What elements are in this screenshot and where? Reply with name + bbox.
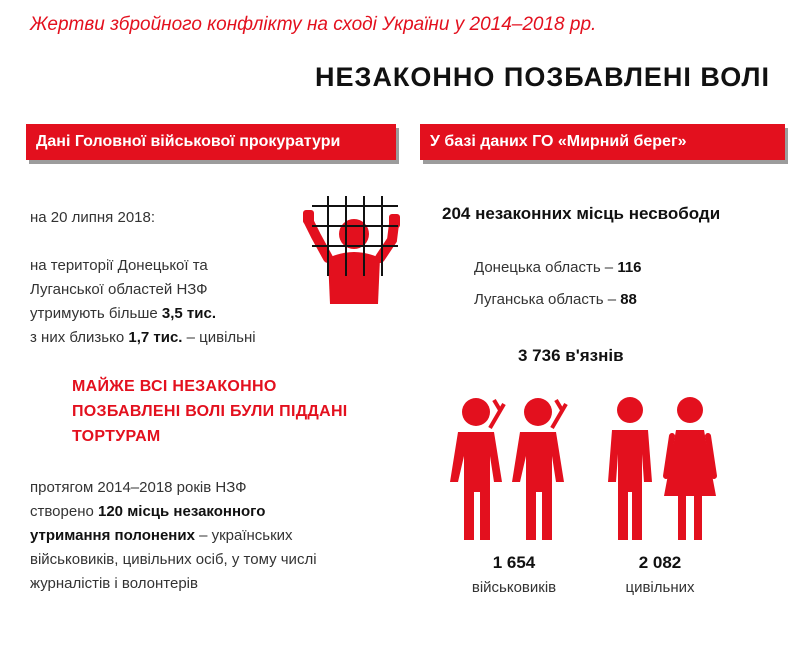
prisoner-behind-bars-icon bbox=[298, 196, 410, 306]
civilian-count: 1,7 тис. bbox=[128, 329, 183, 346]
soldier-icon bbox=[512, 396, 574, 546]
torture-line: МАЙЖЕ ВСІ НЕЗАКОННО bbox=[72, 378, 277, 395]
text-fragment: утримують більше bbox=[30, 305, 162, 322]
region-value: 88 bbox=[620, 291, 637, 308]
civilian-count-total: 2 082 bbox=[638, 553, 682, 572]
text-fragment: – цивільні bbox=[182, 329, 256, 346]
detention-line: Луганської областей НЗФ bbox=[30, 281, 208, 298]
region-value: 116 bbox=[617, 259, 642, 276]
detained-count: 3,5 тис. bbox=[161, 305, 216, 322]
detention-line bbox=[30, 302, 256, 326]
woman-icon bbox=[664, 396, 716, 546]
page-subtitle: Жертви збройного конфлікту на сході України у 2014–2018 рр. bbox=[30, 14, 597, 35]
places-line: журналістів і волонтерів bbox=[30, 575, 198, 592]
soldier-icon bbox=[450, 396, 512, 546]
prisoners-total: 3 736 в'язнів bbox=[518, 346, 624, 365]
detention-line: на території Донецької та bbox=[30, 257, 208, 274]
text-fragment: утримання полонених bbox=[30, 527, 195, 544]
report-date: на 20 липня 2018: bbox=[30, 209, 156, 226]
military-label: військовиків bbox=[471, 579, 557, 596]
prosecutor-banner: Дані Головної військової прокуратури bbox=[26, 124, 396, 160]
region-label: Луганська область – bbox=[474, 291, 621, 308]
text-fragment: – українських bbox=[194, 527, 293, 544]
peaceful-shore-banner: У базі даних ГО «Мирний берег» bbox=[420, 124, 785, 160]
places-paragraph bbox=[30, 476, 317, 596]
man-icon bbox=[608, 396, 652, 546]
places-line: військовиків, цивільних осіб, у тому числі bbox=[30, 551, 317, 568]
torture-line: ПОЗБАВЛЕНІ ВОЛІ БУЛИ ПІДДАНІ bbox=[72, 403, 348, 420]
torture-line: ТОРТУРАМ bbox=[72, 428, 161, 445]
detention-line bbox=[30, 326, 256, 350]
text-fragment: з них близько bbox=[30, 329, 129, 346]
torture-heading bbox=[72, 374, 348, 449]
region-label: Донецька область – bbox=[474, 259, 618, 276]
places-count: 120 місць незаконного bbox=[98, 503, 266, 520]
civilian-label: цивільних bbox=[625, 579, 695, 596]
donetsk-row bbox=[474, 256, 642, 280]
places-total: 204 незаконних місць несвободи bbox=[442, 204, 721, 223]
places-line: протягом 2014–2018 років НЗФ bbox=[30, 479, 247, 496]
military-count: 1 654 bbox=[492, 553, 536, 572]
page-title: НЕЗАКОННО ПОЗБАВЛЕНІ ВОЛІ bbox=[315, 62, 770, 92]
text-fragment: створено bbox=[30, 503, 98, 520]
places-line bbox=[30, 500, 317, 524]
detention-paragraph bbox=[30, 254, 256, 350]
luhansk-row bbox=[474, 288, 637, 312]
places-line bbox=[30, 524, 317, 548]
